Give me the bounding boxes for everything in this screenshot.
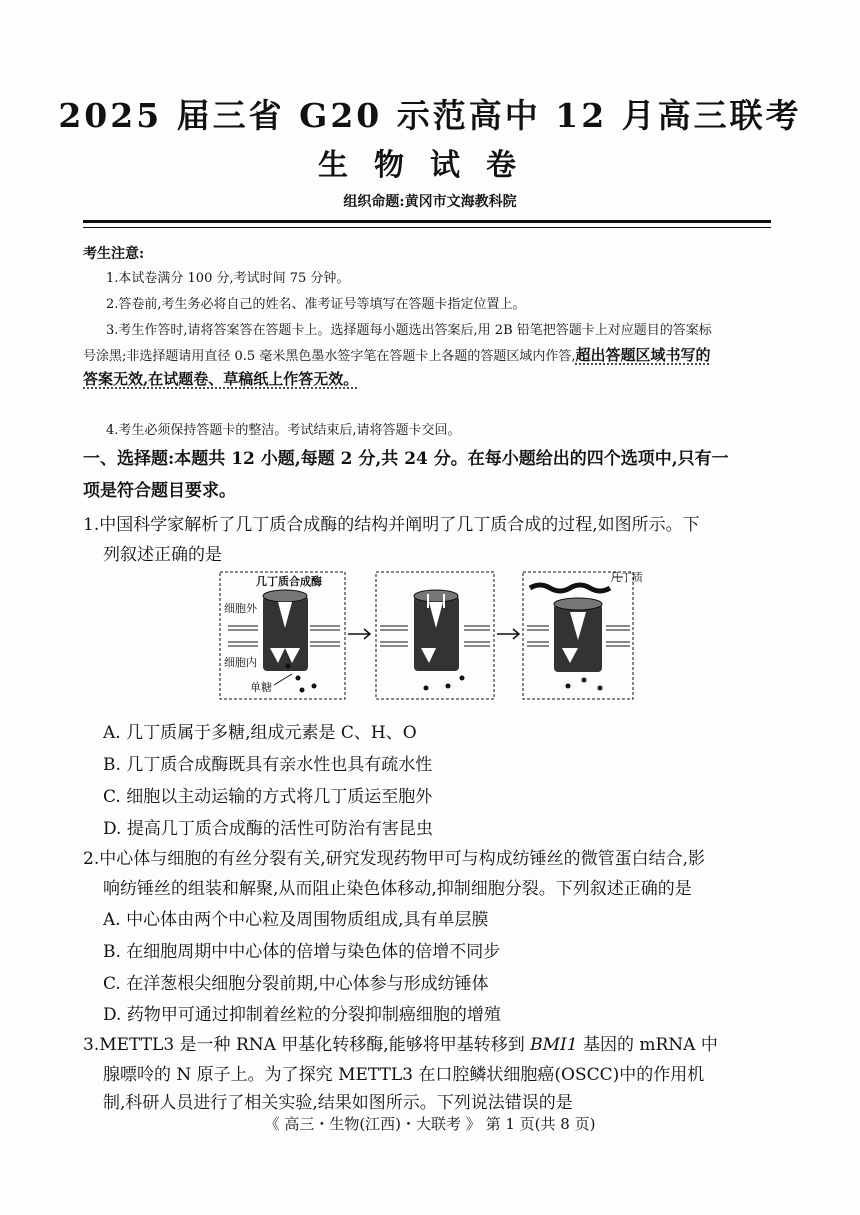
notice-item-1: 1.本试卷满分 100 分,考试时间 75 分钟。 xyxy=(106,271,350,286)
enzyme-label: 几丁质合成酶 xyxy=(256,575,322,588)
q1-option-b: B. 几丁质合成酶既具有亲水性也具有疏水性 xyxy=(103,755,433,775)
monosaccharide-label: 单糖 xyxy=(250,681,272,694)
section-1-line1: 一、选择题:本题共 12 小题,每题 2 分,共 24 分。在每小题给出的四个选项中,只有一 xyxy=(83,449,729,469)
chitin-synthase-figure xyxy=(218,568,643,703)
enzyme-barrel-3 xyxy=(554,598,602,672)
notice-item-3-line2-normal: 号涂黑;非选择题请用直径 0.5 毫米黑色墨水签字笔在答题卡上各题的答题区域内作答, xyxy=(83,349,576,364)
q2-option-a: A. 中心体由两个中心粒及周围物质组成,具有单层膜 xyxy=(103,910,489,930)
notice-item-2: 2.答卷前,考生务必将自己的姓名、准考证号等填写在答题卡指定位置上。 xyxy=(106,297,526,312)
page-footer: 《 高三・生物(江西)・大联考 》 第 1 页(共 8 页) xyxy=(264,1115,596,1133)
q3-stem-line1-b: 基因的 mRNA 中 xyxy=(577,1035,718,1055)
notice-item-3-line2-bold: 超出答题区域书写的 xyxy=(575,346,711,364)
q3-stem-line1-a: 3.METTL3 是一种 RNA 甲基化转移酶,能够将甲基转移到 xyxy=(83,1035,531,1055)
notice-item-4: 4.考生必须保持答题卡的整洁。考试结束后,请将答题卡交回。 xyxy=(106,423,461,438)
q2-option-c: C. 在洋葱根尖细胞分裂前期,中心体参与形成纺锤体 xyxy=(103,974,489,994)
enzyme-barrel-1 xyxy=(263,590,308,671)
chitin-chain xyxy=(530,585,610,591)
section-1-line2: 项是符合题目要求。 xyxy=(83,481,236,501)
q2-option-d: D. 药物甲可通过抑制着丝粒的分裂抑制癌细胞的增殖 xyxy=(103,1005,501,1025)
q3-gene-name: BMI1 xyxy=(530,1035,578,1055)
q1-option-a: A. 几丁质属于多糖,组成元素是 C、H、O xyxy=(103,723,417,743)
organizer: 组织命题:黄冈市文海教科院 xyxy=(343,194,517,210)
q3-stem-line3: 制,科研人员进行了相关实验,结果如图所示。下列说法错误的是 xyxy=(103,1093,573,1113)
q2-stem-line2: 响纺锤丝的组装和解聚,从而阻止染色体移动,抑制细胞分裂。下列叙述正确的是 xyxy=(103,879,692,899)
notice-item-3-line1: 3.考生作答时,请将答案答在答题卡上。选择题每小题选出答案后,用 2B 铅笔把答题卡上对应题目的答案标 xyxy=(106,323,712,338)
header-rule-thin xyxy=(83,227,771,228)
header-rule-thick xyxy=(83,220,771,223)
outside-label: 细胞外 xyxy=(224,602,257,615)
q1-stem-line1: 1.中国科学家解析了几丁质合成酶的结构并阐明了几丁质合成的过程,如图所示。下 xyxy=(83,515,700,535)
q3-stem-line1 xyxy=(83,1030,718,1055)
exam-title: 2025 届三省 G20 示范高中 12 月高三联考 xyxy=(58,96,802,135)
notice-title: 考生注意: xyxy=(83,246,145,262)
q1-stem-line2: 列叙述正确的是 xyxy=(103,545,222,565)
q3-stem-line2: 腺嘌呤的 N 原子上。为了探究 METTL3 在口腔鳞状细胞癌(OSCC)中的作用机 xyxy=(103,1065,705,1085)
enzyme-barrel-2 xyxy=(414,590,459,671)
chitin-label: 几丁质 xyxy=(610,571,643,584)
q2-stem-line1: 2.中心体与细胞的有丝分裂有关,研究发现药物甲可与构成纺锤丝的微管蛋白结合,影 xyxy=(83,849,706,869)
q1-option-d: D. 提高几丁质合成酶的活性可防治有害昆虫 xyxy=(103,819,433,839)
q2-option-b: B. 在细胞周期中中心体的倍增与染色体的倍增不同步 xyxy=(103,942,501,962)
notice-item-3-line2 xyxy=(83,346,710,366)
q1-option-c: C. 细胞以主动运输的方式将几丁质运至胞外 xyxy=(103,787,433,807)
inside-label: 细胞内 xyxy=(224,656,257,669)
notice-item-3-line3: 答案无效,在试题卷、草稿纸上作答无效。 xyxy=(83,370,359,388)
exam-subtitle: 生物试卷 xyxy=(318,148,542,183)
